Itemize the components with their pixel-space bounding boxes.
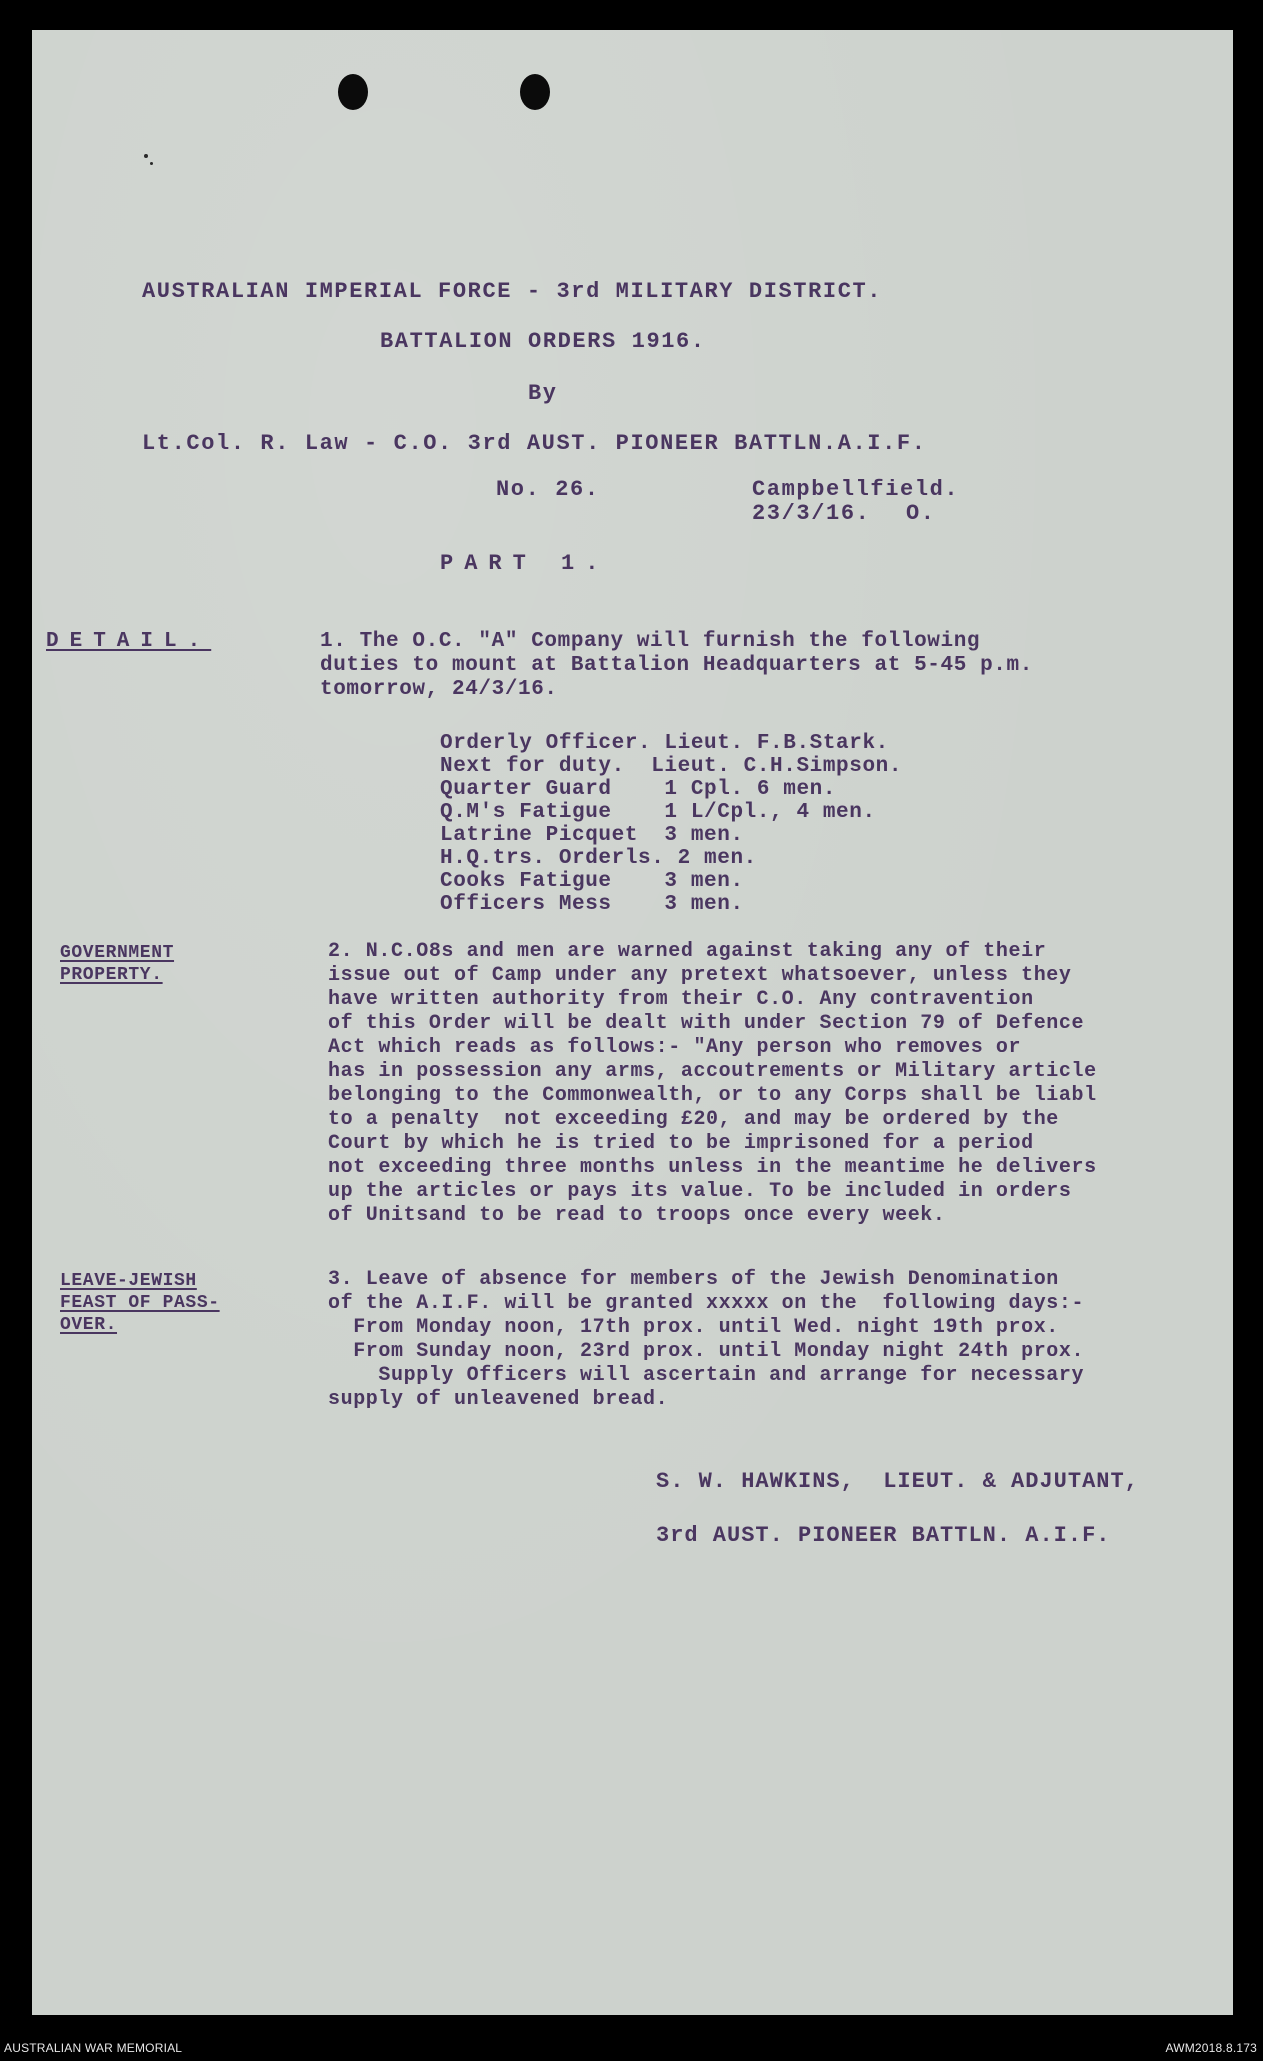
detail-line: tomorrow, 24/3/16. <box>320 678 558 701</box>
detail-line: duties to mount at Battalion Headquarters at 5-45 p.m. <box>320 654 1033 677</box>
section-label-leave: FEAST OF PASS- <box>60 1293 220 1313</box>
order-date-mark: O. <box>906 501 936 526</box>
government-line: up the articles or pays its value. To be included in orders <box>328 1180 1072 1203</box>
order-number: No. 26. <box>496 477 600 502</box>
header-line-2: BATTALION ORDERS 1916. <box>380 329 706 354</box>
paper-speck <box>150 162 153 165</box>
government-line: 2. N.C.O8s and men are warned against taking any of their <box>328 940 1047 963</box>
header-line-3: By <box>528 381 558 406</box>
section-label-government: GOVERNMENT <box>60 943 175 963</box>
government-line: issue out of Camp under any pretext whatsoever, unless they <box>328 964 1072 987</box>
duty-line: H.Q.trs. Orderls. 2 men. <box>440 847 757 870</box>
footer-reference: AWM2018.8.173 <box>1165 2041 1257 2055</box>
leave-line: From Monday noon, 17th prox. until Wed. night 19th prox. <box>328 1316 1059 1339</box>
section-label-detail: DETAIL. <box>46 630 212 653</box>
government-line: to a penalty not exceeding £20, and may be ordered by the <box>328 1108 1059 1131</box>
government-line: of Unitsand to be read to troops once every week. <box>328 1204 946 1227</box>
order-place: Campbellfield. <box>752 477 960 502</box>
government-line: Act which reads as follows:- "Any person who removes or <box>328 1036 1022 1059</box>
duty-line: Next for duty. Lieut. C.H.Simpson. <box>440 755 903 778</box>
duty-line: Orderly Officer. Lieut. F.B.Stark. <box>440 732 889 755</box>
detail-line: 1. The O.C. "A" Company will furnish the following <box>320 630 981 653</box>
leave-line: of the A.I.F. will be granted xxxxx on the following days:- <box>328 1292 1085 1315</box>
signature-line-2: 3rd AUST. PIONEER BATTLN. A.I.F. <box>656 1523 1111 1548</box>
header-line-4: Lt.Col. R. Law - C.O. 3rd AUST. PIONEER BATTLN.A.I.F. <box>142 431 927 456</box>
signature-line-1: S. W. HAWKINS, LIEUT. & ADJUTANT, <box>656 1469 1139 1494</box>
duty-line: Cooks Fatigue 3 men. <box>440 870 744 893</box>
part-heading: PART 1. <box>440 551 610 576</box>
punch-hole <box>338 74 368 110</box>
government-line: Court by which he is tried to be imprisoned for a period <box>328 1132 1034 1155</box>
leave-line: 3. Leave of absence for members of the Jewish Denomination <box>328 1268 1059 1291</box>
document-page <box>32 30 1233 2015</box>
section-label-leave: OVER. <box>60 1315 118 1335</box>
duty-line: Quarter Guard 1 Cpl. 6 men. <box>440 778 837 801</box>
section-label-leave: LEAVE-JEWISH <box>60 1271 197 1291</box>
government-line: not exceeding three months unless in the meantime he delivers <box>328 1156 1097 1179</box>
punch-hole <box>520 74 550 110</box>
paper-speck <box>144 154 148 158</box>
header-line-1: AUSTRALIAN IMPERIAL FORCE - 3rd MILITARY DISTRICT. <box>142 279 883 304</box>
leave-line: From Sunday noon, 23rd prox. until Monday night 24th prox. <box>328 1340 1085 1363</box>
leave-line: Supply Officers will ascertain and arrange for necessary <box>328 1364 1085 1387</box>
duty-line: Officers Mess 3 men. <box>440 893 744 916</box>
leave-line: supply of unleavened bread. <box>328 1388 669 1411</box>
government-line: of this Order will be dealt with under Section 79 of Defence <box>328 1012 1085 1035</box>
duty-line: Latrine Picquet 3 men. <box>440 824 744 847</box>
government-line: has in possession any arms, accoutrements or Military article <box>328 1060 1097 1083</box>
footer-archive-name: AUSTRALIAN WAR MEMORIAL <box>4 2041 183 2055</box>
order-date: 23/3/16. <box>752 501 871 526</box>
duty-line: Q.M's Fatigue 1 L/Cpl., 4 men. <box>440 801 876 824</box>
government-line: belonging to the Commonwealth, or to any Corps shall be liabl <box>328 1084 1097 1107</box>
government-line: have written authority from their C.O. Any contravention <box>328 988 1034 1011</box>
section-label-government: PROPERTY. <box>60 965 163 985</box>
